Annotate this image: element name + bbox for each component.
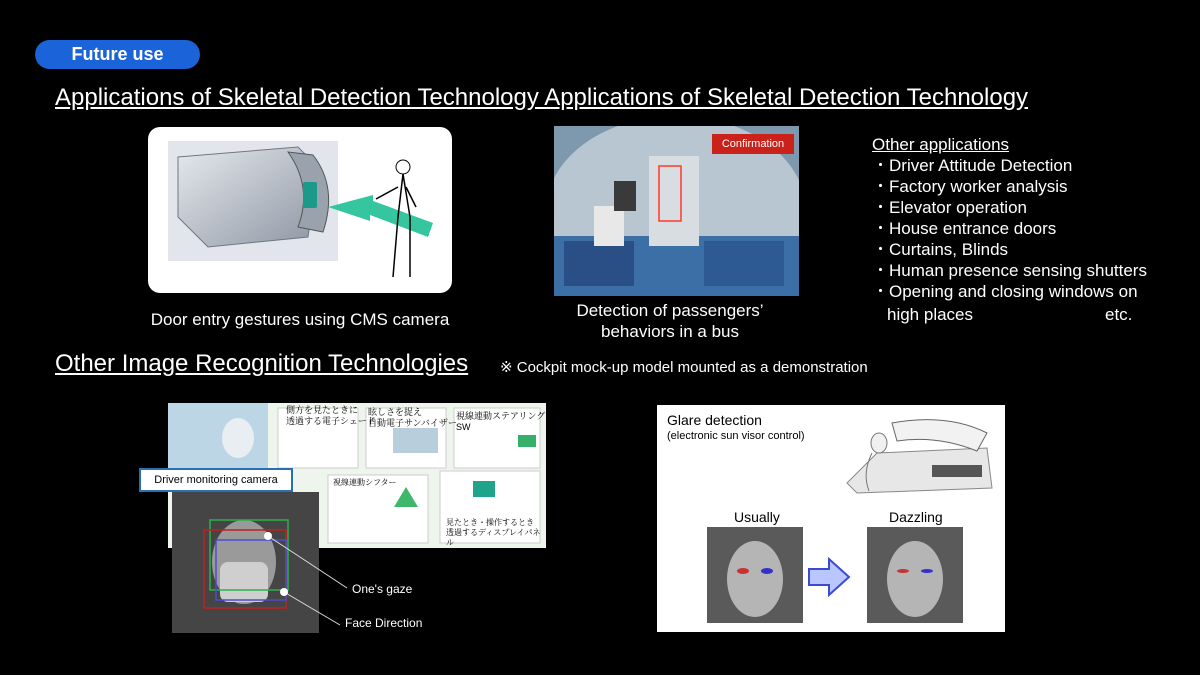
- driver-monitoring-label-box: [139, 468, 293, 492]
- confirmation-badge: [712, 134, 794, 154]
- list-item: ・Elevator operation: [872, 198, 1027, 217]
- jp-label-visor-line1: 眩しさを捉え: [368, 407, 423, 417]
- cockpit-note: ※ Cockpit mock-up model mounted as a demonstration: [500, 359, 868, 376]
- jp-label-shade-line1: 側方を見たときに: [286, 405, 359, 415]
- dazzling-label: Dazzling: [889, 509, 943, 525]
- etc-text: etc.: [1105, 305, 1133, 324]
- jp-label-shifter: 視線連動シフター: [333, 478, 397, 487]
- list-item-last: [872, 304, 1147, 325]
- glare-title: Glare detection: [667, 412, 762, 428]
- jp-label-display-line1: 見たとき・操作するとき: [446, 518, 534, 527]
- jp-label-display-line2: 透過するディスプレイパネル: [446, 528, 541, 547]
- other-applications-list: [872, 155, 1147, 325]
- door-entry-caption: Door entry gestures using CMS camera: [150, 310, 450, 329]
- glare-subtitle: (electronic sun visor control): [667, 430, 805, 442]
- future-use-badge: Future use: [35, 40, 200, 69]
- heading-other-image-recognition: Other Image Recognition Technologies: [55, 350, 469, 377]
- driver-monitoring-label: Driver monitoring camera: [154, 474, 278, 486]
- jp-label-steering: 視線連動ステアリングSW: [456, 411, 546, 432]
- jp-label-shade-line2: 透過する電子シェード: [286, 416, 376, 426]
- last-line-text: high places: [887, 305, 974, 324]
- list-item: ・Driver Attitude Detection: [872, 156, 1073, 175]
- arrow-right-icon: [807, 557, 851, 597]
- dazzled-face-image: [867, 527, 963, 623]
- other-applications: [872, 134, 1147, 325]
- sun-visor-illustration: [837, 413, 997, 498]
- list-item: ・Factory worker analysis: [872, 177, 1068, 196]
- heading-skeletal-detection: Applications of Skeletal Detection Technology Applications of Skeletal Detection Technology: [55, 84, 1029, 111]
- confirmation-label: Confirmation: [721, 138, 785, 150]
- glare-detection-panel: [657, 405, 1005, 632]
- bus-caption-line-1: Detection of passengers’: [576, 301, 764, 320]
- bus-detection-image: [554, 126, 799, 296]
- door-entry-illustration: [148, 127, 452, 293]
- list-item: ・House entrance doors: [872, 219, 1057, 238]
- face-direction-label: Face Direction: [345, 616, 423, 630]
- list-item: ・Opening and closing windows on: [872, 282, 1138, 301]
- bus-caption-line-2: behaviors in a bus: [601, 322, 739, 341]
- usually-label: Usually: [734, 509, 780, 525]
- list-item: ・Human presence sensing shutters: [872, 261, 1147, 280]
- door-entry-image: [148, 127, 452, 293]
- jp-label-visor-line2: 自動電子サンバイザー: [368, 418, 457, 428]
- gaze-label: One's gaze: [352, 582, 413, 596]
- usual-face-image: [707, 527, 803, 623]
- jp-label-shade: [286, 405, 376, 427]
- list-item: ・Curtains, Blinds: [872, 240, 1009, 259]
- other-applications-title: Other applications: [872, 135, 1010, 154]
- jp-label-visor: [368, 407, 457, 429]
- bus-caption: [540, 300, 800, 342]
